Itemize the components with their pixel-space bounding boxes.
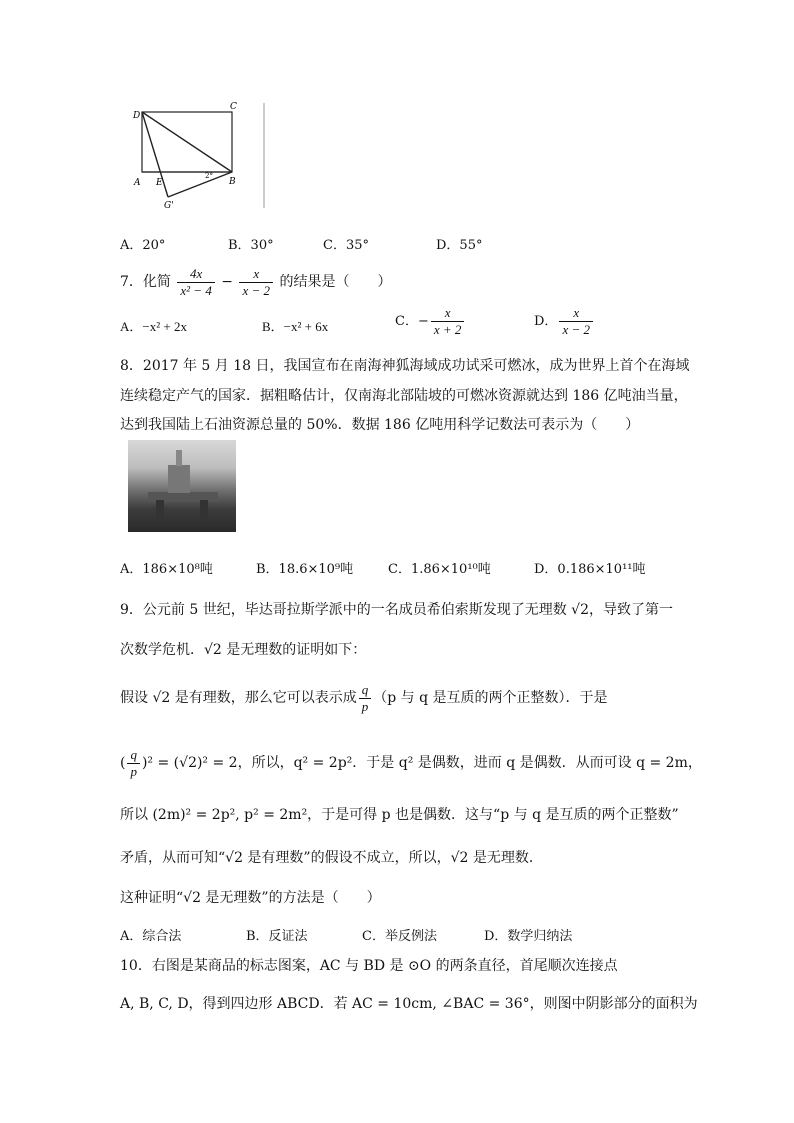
q7-question xyxy=(120,264,391,300)
q10-line-1: 10．右图是某商品的标志图案，AC 与 BD 是 ⊙O 的两条直径，首尾顺次连接点 xyxy=(120,958,618,974)
fig-label-c: C xyxy=(230,102,237,112)
q9-line-2: 次数学危机．√2 是无理数的证明如下： xyxy=(120,642,367,658)
q9-option-b: B．反证法 xyxy=(246,929,308,944)
q7-fraction-1: $\frac{4x}{\text{x² − 4}}$ xyxy=(177,266,214,299)
q9-line-6: 矛盾，从而可知“√2 是有理数”的假设不成立，所以，√2 是无理数． xyxy=(120,850,543,866)
q7-prefix: 7．化简 xyxy=(120,274,171,290)
q8-option-d: D．0.186×10¹¹吨 xyxy=(534,562,646,577)
q8-option-b: B．18.6×10⁹吨 xyxy=(256,562,354,577)
fig-label-e: E xyxy=(156,178,163,188)
q7-minus: − xyxy=(221,274,234,290)
q9-line-4: ( $\frac{q}{p}$ )² = (√2)² = 2，所以，q² = 2p²．于是 q² 是偶数，进而 q 是偶数．从而可设 q = 2m， xyxy=(120,746,702,779)
q9-line-3: 假设 √2 是有理数，那么它可以表示成 $\frac{q}{p}$ （p 与 q 是互质的两个正整数）．于是 xyxy=(120,681,608,714)
q7-option-d: D． $\frac{x}{x - 2}$ xyxy=(534,305,595,338)
platform-silhouette xyxy=(128,440,236,532)
q9-option-c: C．举反例法 xyxy=(362,929,437,944)
fig-angle-label: 2° xyxy=(205,172,213,180)
offshore-platform-photo xyxy=(128,440,236,532)
q8-line-2: 连续稳定产气的国家．据粗略估计，仅南海北部陆坡的可燃冰资源就达到 186 亿吨油当量， xyxy=(120,388,688,404)
q8-line-1: 8．2017 年 5 月 18 日，我国宣布在南海神狐海域成功试采可燃冰，成为世界上首个在海域 xyxy=(120,358,690,374)
geometry-figure xyxy=(128,98,278,213)
fig-label-d: D xyxy=(133,111,141,121)
q9-line-1: 9．公元前 5 世纪，毕达哥拉斯学派中的一名成员希伯索斯发现了无理数 √2，导致了第一 xyxy=(120,602,673,618)
q8-option-c: C．1.86×10¹⁰吨 xyxy=(388,562,491,577)
q7-option-b: B．−x² + 6x xyxy=(262,319,329,334)
q9-option-d: D．数学归纳法 xyxy=(484,929,573,944)
q9-line-7: 这种证明“√2 是无理数”的方法是（ ） xyxy=(120,890,381,906)
q7-option-c: C．− $\frac{x}{x + 2}$ xyxy=(395,305,466,338)
q7-option-a: A．−x² + 2x xyxy=(120,319,187,334)
q9-option-a: A．综合法 xyxy=(120,929,182,944)
q6-option-a: A．20° xyxy=(120,238,166,253)
q7-fraction-2: $\frac{x}{x - 2}$ xyxy=(239,266,273,299)
q8-option-a: A．186×10⁸吨 xyxy=(120,562,213,577)
fig-label-a: A xyxy=(134,178,141,188)
fig-label-g: G' xyxy=(164,201,174,211)
q8-line-3: 达到我国陆上石油资源总量的 50%．数据 186 亿吨用科学记数法可表示为（ ） xyxy=(120,417,640,433)
q6-option-d: D．55° xyxy=(436,238,483,253)
q6-option-b: B．30° xyxy=(228,238,274,253)
q10-line-2: A, B, C, D，得到四边形 ABCD．若 AC = 10cm, ∠BAC = 36°，则图中阴影部分的面积为 xyxy=(120,996,698,1012)
q6-option-c: C．35° xyxy=(323,238,369,253)
fig-label-b: B xyxy=(229,177,236,187)
q9-line-5: 所以 (2m)² = 2p², p² = 2m²，于是可得 p 也是偶数．这与“p 与 q 是互质的两个正整数” xyxy=(120,807,679,823)
q7-suffix: 的结果是（ ） xyxy=(279,274,392,290)
